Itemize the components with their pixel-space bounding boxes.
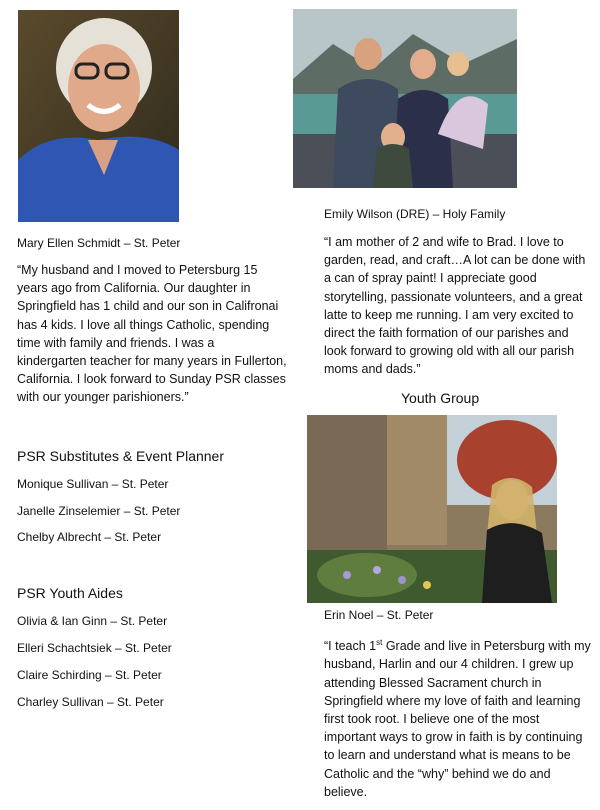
quote-line: Catholic and the “why” behind we do and [324, 766, 551, 781]
substitutes-heading: PSR Substitutes & Event Planner [17, 448, 224, 464]
quote-line: husband, Harlin and our 4 children. I grew up [324, 657, 574, 672]
erin-noel-quote [324, 634, 598, 801]
aides-heading: PSR Youth Aides [17, 585, 123, 601]
quote-line: attending Blessed Sacrament church in [324, 675, 542, 690]
quote-line: important ways to grow in faith is by continuing [324, 730, 583, 745]
quote-line: first took root. I believe one of the most [324, 711, 540, 726]
quote-line: latte to keep me running. I am very excited to [324, 307, 574, 322]
quote-line: has 4 kids. I love all things Catholic, spending [17, 317, 270, 332]
quote-line: years ago from California. Our daughter in [17, 281, 251, 296]
quote-line: California. I look forward to Sunday PSR classes [17, 372, 286, 387]
quote-line: a can of spray paint! I appreciate good [324, 271, 537, 286]
quote-line: to learn and understand what is means to be [324, 748, 571, 763]
mary-ellen-caption: Mary Ellen Schmidt – St. Peter [17, 236, 181, 250]
wilson-family-photo [293, 9, 517, 188]
mary-ellen-quote [17, 261, 302, 407]
quote-line: time with family and friends. I was a [17, 335, 215, 350]
aide-name: Charley Sullivan – St. Peter [17, 695, 164, 709]
erin-noel-caption: Erin Noel – St. Peter [324, 608, 434, 622]
ordinal-suffix: st [376, 638, 383, 647]
emily-wilson-caption: Emily Wilson (DRE) – Holy Family [324, 207, 506, 221]
erin-noel-photo [307, 415, 557, 603]
quote-line: garden, read, and craft…A lot can be done with [324, 253, 586, 268]
emily-wilson-quote [324, 233, 594, 379]
aide-name: Claire Schirding – St. Peter [17, 668, 162, 682]
erin-noel-photo-art [307, 415, 557, 603]
quote-line: Springfield has 1 child and our son in Califronai [17, 299, 279, 314]
aide-name: Elleri Schachtsiek – St. Peter [17, 641, 172, 655]
wilson-family-photo-art [293, 9, 517, 188]
quote-line: “My husband and I moved to Petersburg 15 [17, 263, 258, 277]
substitute-name: Monique Sullivan – St. Peter [17, 477, 169, 491]
quote-text: “I teach 1 [324, 639, 377, 654]
substitute-name: Chelby Albrecht – St. Peter [17, 530, 162, 544]
quote-line: with our younger parishioners.” [17, 390, 189, 405]
substitute-name: Janelle Zinselemier – St. Peter [17, 504, 181, 518]
aide-name: Olivia & Ian Ginn – St. Peter [17, 614, 168, 628]
quote-line [324, 634, 598, 655]
quote-line: Springfield where my love of faith and learning [324, 693, 581, 708]
mary-ellen-photo [18, 10, 179, 222]
quote-line: storytelling, passionate volunteers, and a great [324, 289, 583, 304]
mary-ellen-photo-art [18, 10, 179, 222]
quote-line: “I am mother of 2 and wife to Brad. I love to [324, 235, 564, 249]
quote-line: moms and dads.” [324, 362, 421, 377]
youth-group-heading: Youth Group [401, 390, 480, 406]
quote-line: look forward to growing old with all our parish [324, 344, 575, 359]
quote-text: Grade and live in Petersburg with my [382, 639, 591, 654]
quote-line: believe. [324, 784, 368, 799]
quote-line: kindergarten teacher for many years in Fullerton, [17, 354, 287, 369]
quote-line: direct the faith formation of our parishes and [324, 326, 569, 341]
